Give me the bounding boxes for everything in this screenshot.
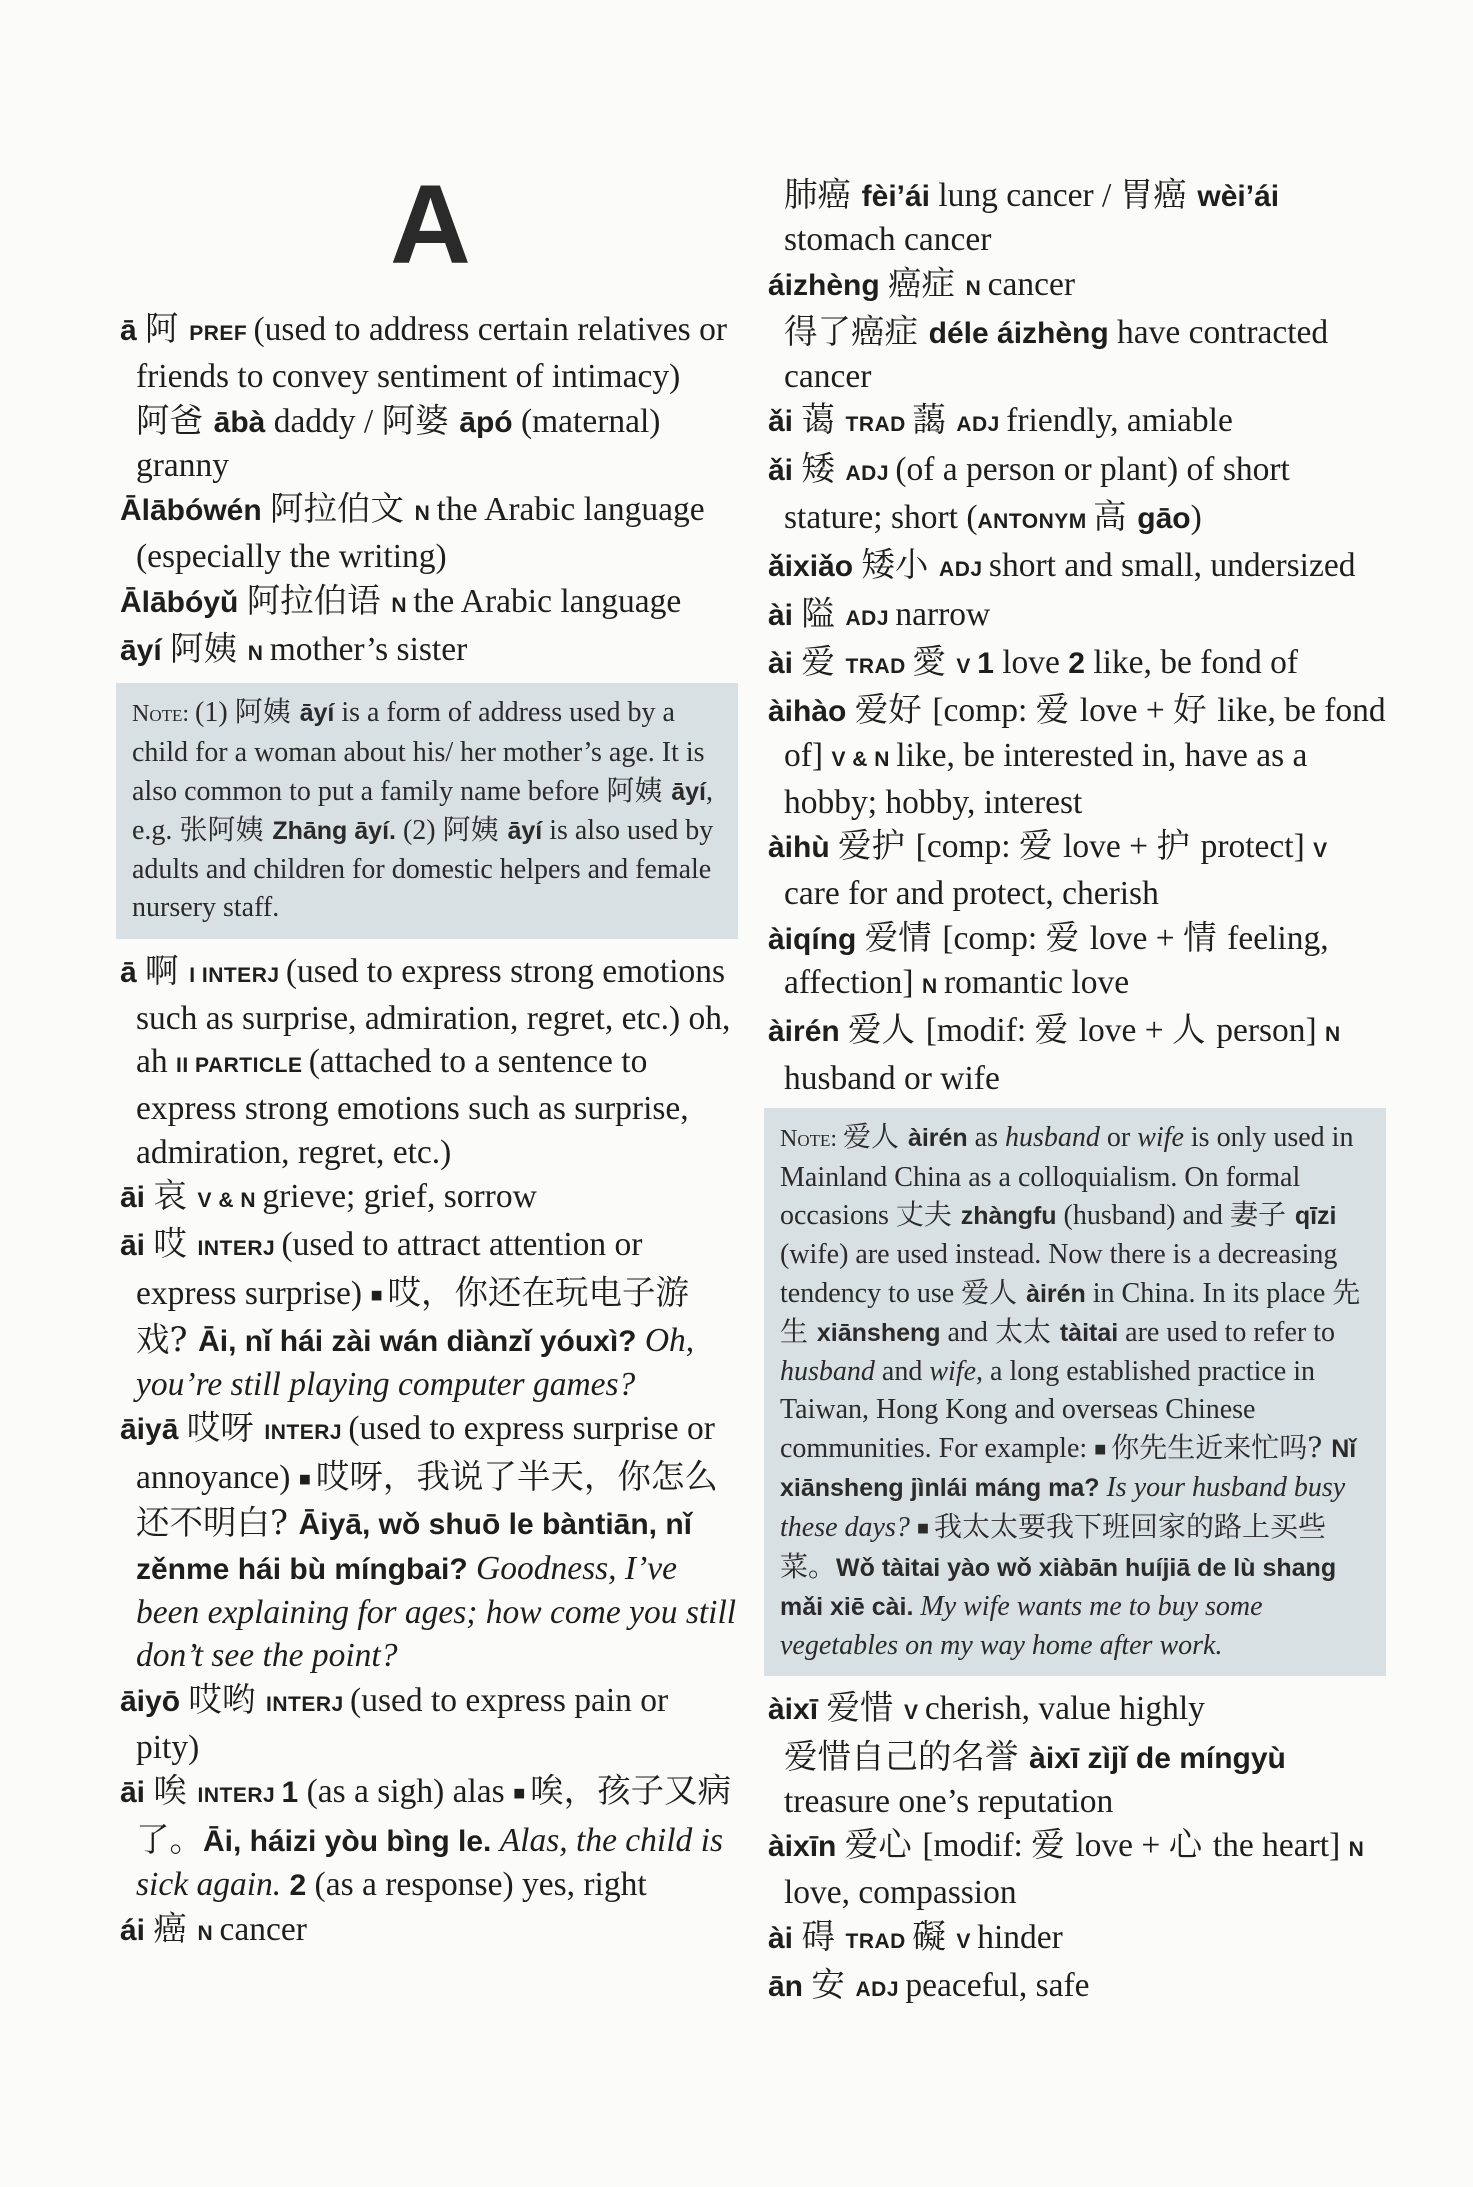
- pinyin: tàitai: [1059, 1319, 1126, 1348]
- chinese-text: 爱: [1045, 917, 1090, 957]
- chinese-text: 太太: [994, 1315, 1060, 1349]
- chinese-text: 爱好: [854, 690, 933, 730]
- section-letter: A: [390, 162, 471, 287]
- example-translation: My wife wants me to buy some vegetables on my way home after work.: [780, 1590, 1263, 1661]
- part-of-speech: V: [904, 1701, 925, 1725]
- definition-text: like, be interested in, have as a hobby; hobby, interest: [784, 736, 1308, 821]
- part-of-speech: N: [1325, 1023, 1341, 1047]
- part-of-speech: ADJ: [939, 558, 989, 582]
- chinese-text: 阿: [145, 309, 190, 348]
- entry-definition: [768, 398, 1386, 446]
- chinese-text: 爱人: [961, 1275, 1027, 1309]
- definition-text: (of a person or plant) of short stature; short (: [784, 450, 1290, 537]
- definition-text: (husband) and: [1063, 1200, 1230, 1232]
- chinese-text: 阿婆: [381, 400, 460, 440]
- chinese-text: 矮小: [861, 545, 940, 585]
- example-translation: wife: [1137, 1121, 1191, 1153]
- definition-text: [modif:: [925, 1012, 1035, 1050]
- dictionary-entry: [768, 592, 1386, 640]
- example-marker-icon: ■: [370, 1284, 388, 1307]
- headword: àixī: [768, 1693, 827, 1727]
- definition-text: and: [881, 1356, 930, 1388]
- definition-text: (used to express surprise or annoyance): [136, 1410, 715, 1496]
- chinese-text: 癌: [153, 1909, 198, 1949]
- dictionary-entry: [120, 1222, 738, 1406]
- definition-text: the heart]: [1212, 1827, 1349, 1865]
- chinese-text: 爱人: [848, 1010, 926, 1050]
- pinyin: āyí: [299, 699, 342, 728]
- entry-definition: [768, 592, 1386, 640]
- definition-text: (as a response) yes, right: [314, 1865, 647, 1903]
- chinese-text: 爱惜: [826, 1688, 905, 1728]
- chinese-text: 妻子: [1229, 1198, 1295, 1232]
- definition-text: (attached to a sentence to express strong emotions such as surprise, admiration, regret, etc.): [136, 1043, 689, 1171]
- example-translation: Oh, you’re still playing computer games?: [136, 1321, 695, 1403]
- chinese-text: 人: [1172, 1010, 1217, 1050]
- dictionary-entry: [120, 1678, 738, 1770]
- definition-text: , a long established practice in Taiwan, Hong Kong and overseas Chinese communities. For example:: [780, 1356, 1316, 1464]
- chinese-text: 张阿姨: [179, 813, 273, 847]
- part-of-speech: N: [965, 276, 988, 300]
- definition-text: is also used by adults and children for domestic helpers and female nursery staff.: [132, 815, 714, 923]
- dictionary-entry: [120, 1907, 738, 1955]
- definition-text: like, be fond of]: [784, 692, 1386, 774]
- definition-text: treasure one’s reputation: [784, 1782, 1114, 1820]
- definition-text: daddy /: [273, 402, 382, 440]
- pinyin: qīzi: [1294, 1202, 1337, 1231]
- chinese-text: 阿姨: [234, 695, 300, 729]
- definition-text: (used to attract attention or express surprise): [136, 1226, 643, 1312]
- entry-definition: [120, 1174, 738, 1222]
- chinese-text: 阿姨: [442, 813, 508, 847]
- part-of-speech: V: [1313, 839, 1328, 863]
- dictionary-entry: [120, 1769, 738, 1907]
- example-translation: Alas, the child is sick again.: [136, 1821, 724, 1903]
- definition-text: as: [974, 1121, 1005, 1153]
- definition-text: feeling, affection]: [784, 919, 1329, 1002]
- entry-definition: [768, 543, 1386, 591]
- chinese-text: 矮: [801, 448, 846, 488]
- pinyin: āpó: [459, 405, 521, 439]
- chinese-text: 哎，你还在玩电子游戏?: [136, 1272, 690, 1359]
- chinese-text: 爱人: [843, 1119, 908, 1153]
- example-marker-icon: ■: [916, 1517, 934, 1540]
- entry-definition: [768, 1963, 1386, 2011]
- chinese-text: 先生: [780, 1275, 1361, 1349]
- part-of-speech: ADJ: [845, 461, 896, 485]
- definition-text: mother’s sister: [269, 631, 468, 669]
- definition-text: , e.g.: [132, 775, 713, 847]
- headword: āi: [120, 1229, 154, 1263]
- definition-text: (2): [402, 815, 443, 847]
- example-marker-icon: ■: [1094, 1438, 1112, 1461]
- dictionary-entry: [768, 916, 1386, 1009]
- definition-text: love: [1002, 643, 1069, 681]
- pinyin: 2: [289, 1868, 315, 1902]
- dictionary-entry: [768, 1823, 1386, 1915]
- part-of-speech: ADJ: [956, 413, 1007, 437]
- pinyin: āyí: [507, 817, 550, 846]
- headword: àirén: [768, 1015, 849, 1049]
- definition-text: in China. In its place: [1092, 1277, 1333, 1309]
- part-of-speech: TRAD: [845, 654, 913, 678]
- example-translation: husband: [780, 1356, 882, 1388]
- definition-text: or: [1106, 1121, 1138, 1153]
- entry-definition: [120, 487, 738, 579]
- headword: àihù: [768, 831, 839, 865]
- entry-definition: [768, 1915, 1386, 1963]
- definition-text: is only used in Mainland China as a colloquialism. On formal occasions: [780, 1121, 1354, 1232]
- part-of-speech: INTERJ: [266, 1692, 351, 1716]
- definition-text: are used to refer to: [1125, 1317, 1336, 1349]
- pinyin: 1: [281, 1776, 307, 1810]
- definition-text: hinder: [977, 1918, 1063, 1956]
- entry-definition: [120, 579, 738, 627]
- definition-text: grieve; grief, sorrow: [262, 1178, 537, 1216]
- entry-definition: [768, 824, 1386, 916]
- definition-text: love +: [1078, 1012, 1173, 1050]
- headword: ǎixiǎo: [768, 550, 862, 584]
- entry-example: [120, 399, 738, 488]
- definition-text: stomach cancer: [784, 221, 992, 259]
- chinese-text: 哀: [153, 1176, 198, 1216]
- chinese-text: 阿姨: [170, 629, 248, 669]
- part-of-speech: INTERJ: [197, 1237, 282, 1261]
- definition-text: the Arabic language: [413, 582, 682, 620]
- dictionary-entry: [768, 1915, 1386, 1963]
- pinyin: 1: [977, 646, 1003, 680]
- chinese-text: 爱: [1031, 1825, 1076, 1865]
- example-translation: Is your husband busy these days?: [780, 1471, 1346, 1543]
- pinyin: déle áizhèng: [928, 316, 1118, 350]
- pinyin: Wǒ tàitai yào wǒ xiàbān huíjiā de lù shang mǎi xiē cài.: [780, 1554, 1337, 1621]
- usage-note-box: [764, 1108, 1386, 1676]
- entry-definition: [768, 1008, 1386, 1100]
- example-translation: wife: [929, 1356, 977, 1388]
- entry-definition: [120, 1406, 738, 1677]
- headword: ǎi: [768, 453, 802, 487]
- chinese-text: 得了癌症: [784, 311, 929, 351]
- chinese-text: 阿爸: [136, 400, 214, 440]
- chinese-text: 护: [1156, 826, 1201, 866]
- dictionary-entry: [768, 447, 1386, 544]
- definition-text: person]: [1216, 1012, 1326, 1050]
- pinyin: Āi, nǐ hái zài wán diànzǐ yóuxì?: [198, 1324, 645, 1358]
- definition-text: friendly, amiable: [1006, 402, 1233, 440]
- part-of-speech: ADJ: [845, 606, 896, 630]
- part-of-speech: N: [247, 642, 270, 666]
- dictionary-entry: [120, 487, 738, 579]
- headword: ài: [768, 1921, 802, 1955]
- chinese-text: 哎呀: [186, 1408, 265, 1448]
- chinese-text: 爱护: [838, 826, 916, 866]
- dictionary-entry: [768, 688, 1386, 824]
- chinese-text: 高: [1093, 497, 1138, 537]
- part-of-speech: N: [197, 1922, 220, 1946]
- chinese-text: 爱: [1034, 1010, 1079, 1050]
- definition-text: (wife) are used instead. Now there is a decreasing tendency to use: [780, 1239, 1338, 1309]
- pinyin: fèi’ái: [861, 180, 939, 213]
- usage-note-box: [116, 683, 738, 938]
- part-of-speech: V: [956, 1929, 978, 1953]
- definition-text: like, be fond of: [1093, 643, 1298, 681]
- example-marker-icon: ■: [298, 1468, 316, 1491]
- note-label: Note:: [132, 701, 196, 728]
- chinese-text: 唉，孩子又病了。: [136, 1771, 732, 1859]
- chinese-text: 爱: [1018, 826, 1064, 866]
- dictionary-entry: [120, 579, 738, 627]
- part-of-speech: I INTERJ: [189, 963, 286, 987]
- pinyin: Āiyā, wǒ shuō le bàntiān, nǐ zěnme hái bù míngbai?: [136, 1508, 692, 1586]
- part-of-speech: V & N: [831, 747, 897, 771]
- dictionary-entry: [768, 398, 1386, 446]
- entry-definition: [768, 640, 1386, 688]
- headword: ài: [768, 598, 802, 632]
- definition-text: is a form of address used by a child for a woman about his/ her mother’s age. It is also common to put a family name before: [132, 697, 705, 807]
- right-column: [768, 173, 1386, 2011]
- definition-text: (1): [195, 697, 235, 729]
- chinese-text: 爱情: [864, 917, 943, 957]
- chinese-text: 碍: [801, 1916, 846, 1956]
- headword: áizhèng: [768, 268, 889, 302]
- headword: āiyō: [120, 1684, 189, 1718]
- headword: ǎi: [768, 405, 802, 439]
- chinese-text: 哎: [153, 1224, 198, 1264]
- definition-text: care for and protect, cherish: [784, 875, 1159, 913]
- definition-text: the Arabic language (especially the writing): [136, 491, 705, 576]
- definition-text: husband or wife: [784, 1059, 1000, 1097]
- definition-text: cherish, value highly: [924, 1690, 1205, 1728]
- entry-definition: [120, 1769, 738, 1907]
- headword: àixīn: [768, 1830, 845, 1864]
- definition-text: (used to address certain relatives or friends to convey sentiment of intimacy): [136, 311, 727, 396]
- entry-definition: [120, 1222, 738, 1406]
- dictionary-entry: [120, 949, 738, 1174]
- headword: āyí: [120, 634, 171, 668]
- definition-text: have contracted cancer: [784, 313, 1329, 396]
- pinyin: ābà: [213, 405, 274, 439]
- example-marker-icon: ■: [513, 1782, 531, 1805]
- chinese-text: 我太太要我下班回家的路上买些菜。: [780, 1509, 1326, 1584]
- chinese-text: 隘: [801, 593, 846, 633]
- part-of-speech: N: [1348, 1838, 1365, 1862]
- dictionary-entry: [120, 627, 738, 675]
- pinyin: àirén: [907, 1123, 975, 1152]
- definition-text: (used to express strong emotions such as surprise, admiration, regret, etc.) oh, ah: [136, 952, 731, 1081]
- dictionary-entry: [768, 640, 1386, 688]
- definition-text: and: [947, 1317, 995, 1349]
- headword: ā: [120, 955, 146, 989]
- chinese-text: 阿拉伯语: [246, 580, 392, 620]
- definition-text: love +: [1079, 692, 1174, 730]
- chinese-text: 胃癌: [1119, 175, 1198, 214]
- definition-text: narrow: [895, 595, 991, 633]
- pinyin: àirén: [1026, 1279, 1093, 1308]
- part-of-speech: INTERJ: [197, 1784, 282, 1808]
- entry-example: [768, 1735, 1386, 1824]
- headword: āi: [120, 1181, 154, 1215]
- definition-text: (maternal) granny: [136, 402, 661, 484]
- chinese-text: 唉: [153, 1771, 198, 1811]
- part-of-speech: V & N: [197, 1189, 263, 1213]
- pinyin: wèi’ái: [1197, 180, 1280, 213]
- definition-text: short and small, undersized: [988, 547, 1356, 585]
- dictionary-entry: [120, 307, 738, 487]
- part-of-speech: N: [414, 502, 437, 526]
- dictionary-entry: [768, 262, 1386, 399]
- pinyin: àixī zìjǐ de míngyù: [1029, 1741, 1286, 1775]
- entry-definition: [120, 627, 738, 675]
- definition-text: (as a sigh) alas: [306, 1773, 514, 1811]
- pinyin: zhàngfu: [960, 1202, 1064, 1231]
- chinese-text: 藹: [912, 400, 957, 440]
- chinese-text: 啊: [145, 950, 190, 990]
- part-of-speech: II PARTICLE: [176, 1054, 309, 1078]
- definition-text: [comp:: [932, 692, 1036, 730]
- part-of-speech: INTERJ: [264, 1421, 349, 1445]
- pinyin: 2: [1068, 646, 1094, 680]
- entry-continuation: [768, 173, 1386, 262]
- chinese-text: 蔼: [801, 400, 846, 440]
- headword: ài: [768, 646, 802, 680]
- definition-text: [comp:: [915, 828, 1019, 866]
- pinyin: Zhāng āyí.: [272, 817, 403, 846]
- part-of-speech: N: [391, 593, 414, 617]
- chinese-text: 礙: [912, 1916, 957, 1956]
- chinese-text: 哎呀，我说了半天，你怎么还不明白?: [136, 1456, 718, 1543]
- chinese-text: 安: [811, 1965, 856, 2004]
- definition-text: lung cancer /: [938, 177, 1120, 214]
- example-translation: husband: [1004, 1121, 1107, 1153]
- dictionary-entry: [768, 1686, 1386, 1823]
- chinese-text: 爱惜自己的名誉: [784, 1736, 1030, 1776]
- headword: àiqíng: [768, 922, 865, 956]
- headword: Ālābóyǔ: [120, 585, 247, 619]
- entry-definition: [768, 447, 1386, 544]
- dictionary-entry: [120, 1406, 738, 1677]
- chinese-text: 愛: [912, 641, 957, 681]
- definition-text: (used to express pain or pity): [136, 1681, 669, 1766]
- dictionary-entry: [768, 824, 1386, 916]
- entry-definition: [768, 916, 1386, 1009]
- part-of-speech: V: [956, 654, 978, 678]
- chinese-text: 阿拉伯文: [270, 489, 415, 529]
- chinese-text: 丈夫: [895, 1198, 961, 1232]
- entry-definition: [768, 262, 1386, 310]
- entry-definition: [120, 1907, 738, 1955]
- entry-definition: [768, 1823, 1386, 1915]
- definition-text: cancer: [219, 1911, 307, 1949]
- chinese-text: 爱: [801, 641, 846, 681]
- entry-definition: [120, 949, 738, 1174]
- definition-text: romantic love: [943, 964, 1130, 1002]
- definition-text: [modif:: [922, 1827, 1032, 1865]
- chinese-text: 你先生近来忙吗?: [1111, 1430, 1332, 1464]
- chinese-text: 哎哟: [188, 1679, 267, 1719]
- part-of-speech: TRAD: [845, 413, 913, 437]
- headword: āi: [120, 1776, 154, 1810]
- entry-definition: [120, 307, 738, 399]
- entry-definition: [768, 688, 1386, 824]
- entry-definition: [768, 1686, 1386, 1734]
- chinese-text: 爱心: [844, 1825, 923, 1865]
- dictionary-entry: [768, 1008, 1386, 1100]
- part-of-speech: TRAD: [845, 1929, 913, 1953]
- dictionary-entry: [120, 1174, 738, 1222]
- chinese-text: 阿姨: [606, 773, 672, 807]
- left-column: [120, 307, 738, 1955]
- dictionary-entry: [768, 543, 1386, 591]
- chinese-text: 好: [1173, 690, 1218, 730]
- chinese-text: 癌症: [888, 263, 966, 303]
- pinyin: Āi, háizi yòu bìng le.: [203, 1824, 500, 1858]
- definition-text: [comp:: [942, 919, 1046, 957]
- pinyin: āyí: [671, 777, 706, 806]
- chinese-text: 肺癌: [784, 175, 862, 214]
- definition-text: love, compassion: [784, 1874, 1017, 1912]
- definition-text: cancer: [987, 265, 1076, 303]
- part-of-speech: PREF: [189, 322, 254, 345]
- part-of-speech: ADJ: [855, 1978, 906, 2001]
- part-of-speech: N: [921, 975, 944, 999]
- example-translation: Goodness, I’ve been explaining for ages; how come you still don’t see the point?: [136, 1549, 737, 1675]
- definition-text: peaceful, safe: [905, 1967, 1090, 2004]
- pinyin: Nǐ xiānsheng jìnlái máng ma?: [780, 1434, 1357, 1502]
- headword: ān: [768, 1970, 812, 2003]
- definition-text: love +: [1089, 919, 1184, 957]
- headword: àihào: [768, 695, 855, 729]
- note-label: Note:: [780, 1125, 844, 1152]
- entry-example: [768, 310, 1386, 399]
- definition-text: love +: [1075, 1827, 1169, 1865]
- definition-text: protect]: [1200, 828, 1314, 866]
- chinese-text: 情: [1183, 917, 1228, 957]
- chinese-text: 爱: [1035, 690, 1080, 730]
- headword: Ālābówén: [120, 494, 271, 528]
- pinyin: xiānsheng: [816, 1319, 948, 1348]
- definition-text: love +: [1063, 828, 1157, 866]
- pinyin: gāo: [1137, 502, 1191, 536]
- dictionary-entry: [768, 1963, 1386, 2011]
- headword: ái: [120, 1914, 154, 1948]
- definition-text: ): [1190, 499, 1202, 537]
- headword: āiyā: [120, 1413, 187, 1447]
- chinese-text: 心: [1168, 1825, 1213, 1865]
- headword: ā: [120, 314, 146, 347]
- entry-definition: [120, 1678, 738, 1770]
- part-of-speech: ANTONYM: [977, 510, 1094, 534]
